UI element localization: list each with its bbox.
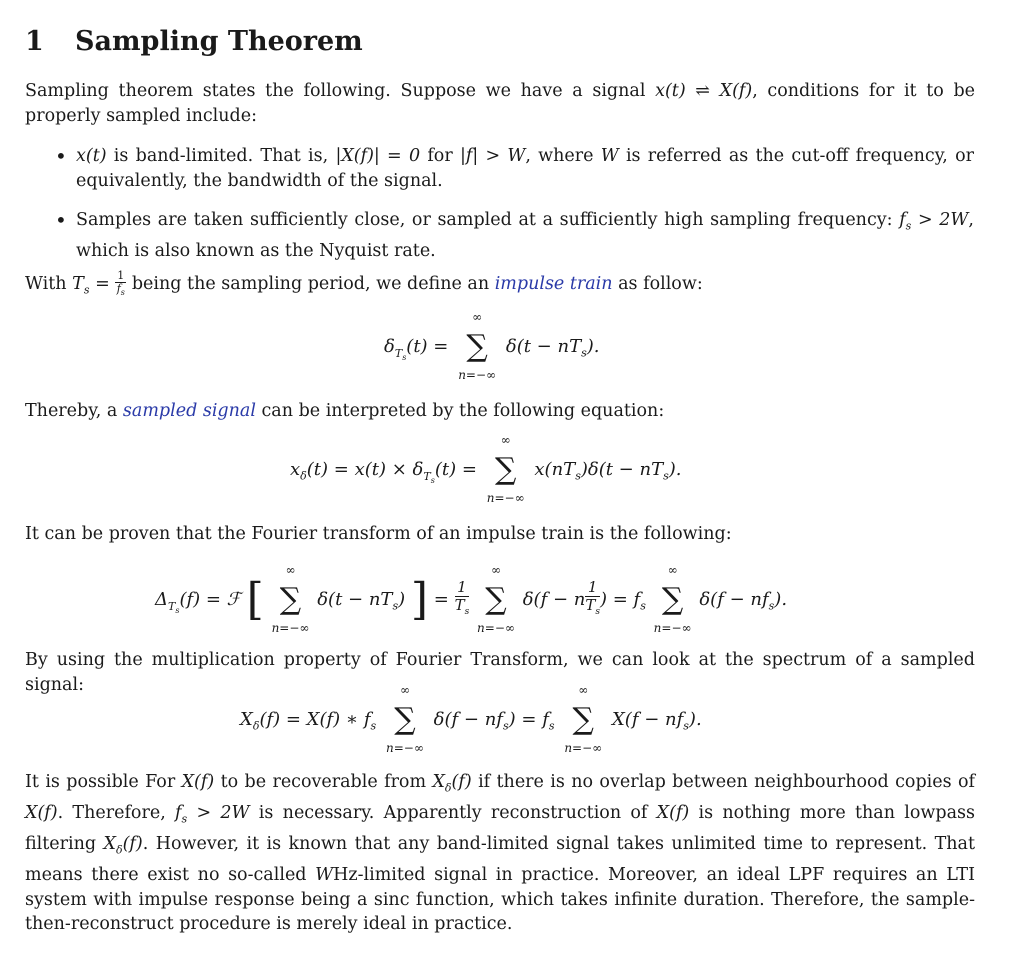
- concl-m6-end: (f): [122, 834, 143, 854]
- eq3-frac1-den-sub: s: [464, 607, 470, 617]
- eq1-rhs-sub: s: [581, 346, 587, 360]
- eq1-delta-subsub: s: [402, 352, 407, 362]
- term-sampled-signal: sampled signal: [122, 401, 256, 421]
- eq1-summation: [458, 310, 497, 382]
- impulse-frac-den-sub: s: [120, 288, 125, 298]
- concl-m5: X(f): [656, 803, 690, 823]
- concl-m4: f: [175, 803, 182, 823]
- sigma-icon: ∑: [485, 582, 507, 617]
- eq1-rhs-end: ).: [586, 336, 600, 357]
- eq4-X: X: [240, 709, 253, 730]
- impulse-text-1: With: [25, 274, 73, 295]
- bullet1-math-cond: |f| > W: [459, 146, 526, 166]
- fourier-paragraph: It can be proven that the Fourier transform of an impulse train is the following:: [25, 524, 732, 544]
- eq4-summation-2: [564, 683, 603, 755]
- eq1-lhs-arg: (t) =: [406, 336, 449, 357]
- bullet2-text-1: Samples are taken sufficiently close, or sampled at a sufficiently high sampling frequency:: [76, 210, 900, 230]
- eq3-mid-end-sub: s: [640, 599, 646, 613]
- impulse-text-3: as follow:: [612, 274, 703, 295]
- sigma-icon: ∑: [394, 702, 416, 737]
- intro-text-2: , conditions for it to be properly sampled include:: [25, 81, 975, 126]
- eq1-rhs: δ(t − nT: [505, 336, 582, 357]
- eq3-bracket-open: [: [246, 574, 264, 625]
- eq4-X-sub: δ: [252, 719, 260, 733]
- concl-m1: X(f): [181, 772, 215, 792]
- eq1-delta-sub-T: T: [394, 346, 403, 360]
- equation-impulse-train: [384, 310, 600, 382]
- impulse-frac-den-f: f: [116, 282, 121, 295]
- eq3-frac1-num: 1: [455, 579, 470, 597]
- bullet1-text-2: for: [420, 146, 460, 166]
- impulse-eq-sign: =: [89, 274, 116, 295]
- eq1-delta: δ: [384, 336, 395, 357]
- eq3-fraction-2: [585, 579, 600, 621]
- eq2-rhs-2: )δ(t − nT: [580, 459, 664, 480]
- eq3-inner: δ(t − nT: [317, 589, 393, 610]
- eq3-frac2-den-sub: s: [595, 607, 600, 617]
- concl-t7: . However, it is known that any band-limited signal takes unlimited time to represent. That means there exist no so-called: [25, 834, 975, 885]
- eq2-rhs-end: ).: [668, 459, 682, 480]
- bullet2-text-2: , which is also known as the Nyquist rate.: [76, 210, 974, 261]
- eq3-summation-3: [653, 563, 692, 635]
- multiplication-paragraph: By using the multiplication property of Fourier Transform, we can look at the spectrum of a sampled signal:: [25, 650, 975, 695]
- term-impulse-train: impulse train: [494, 274, 613, 295]
- eq4-sum1-upper: ∞: [399, 683, 410, 697]
- eq4-summation-1: [386, 683, 424, 755]
- eq3-inner-end: ): [398, 589, 406, 610]
- eq2-mid-subsub: s: [430, 475, 435, 485]
- eq3-equals: =: [433, 589, 449, 610]
- intro-math-signal-pair: x(t) ⇌ X(f): [655, 81, 753, 101]
- eq3-lhs-rest: (f) = ℱ: [179, 589, 241, 610]
- sigma-icon: ∑: [661, 582, 684, 617]
- equation-sampled-signal: [290, 433, 682, 505]
- sigma-icon: ∑: [466, 329, 488, 364]
- impulse-frac-den: [115, 283, 126, 299]
- sigma-icon: ∑: [279, 582, 302, 617]
- equation-sampled-spectrum: [240, 683, 702, 755]
- concl-t6: is nothing more than lowpass filtering: [25, 803, 975, 854]
- impulse-frac-num: 1: [117, 269, 125, 282]
- eq2-x: x: [290, 459, 301, 480]
- eq2-sum-upper: ∞: [500, 433, 511, 447]
- concl-t4: . Therefore,: [57, 803, 176, 823]
- impulse-paragraph: [25, 270, 975, 303]
- bullet2-math-2w: > 2W: [911, 210, 969, 230]
- sigma-icon: ∑: [494, 452, 517, 487]
- eq4-lhs-rest-sub: s: [370, 719, 377, 733]
- eq2-sum-lower: n=−∞: [486, 491, 525, 505]
- eq3-frac1-den-T: T: [454, 596, 465, 614]
- eq3-sum1-lower: n=−∞: [271, 621, 310, 635]
- impulse-text-2: being the sampling period, we define an: [126, 274, 495, 295]
- concl-t2: to be recoverable from: [214, 772, 433, 792]
- concl-m7: W: [315, 865, 334, 885]
- eq1-delta-sub: [395, 347, 406, 360]
- sampled-text-2: can be interpreted by the following equation:: [255, 401, 665, 421]
- concl-t5: is necessary. Apparently reconstruction of: [249, 803, 657, 823]
- concl-m2: X: [432, 772, 445, 792]
- eq2-mid-rest: (t) =: [434, 459, 477, 480]
- bullet1-text-4: is referred as the cut-off frequency, or equivalently, the bandwidth of the signal.: [76, 146, 974, 191]
- eq2-rhs-2-sub: s: [663, 469, 669, 483]
- section-title: Sampling Theorem: [75, 26, 363, 57]
- bullet-item-2: [76, 208, 974, 264]
- eq4-last: X(f − nf: [611, 709, 684, 730]
- bullet-marker-2: •: [55, 208, 67, 232]
- eq3-last-sub: s: [768, 599, 775, 613]
- concl-t3: if there is no overlap between neighbourhood copies of: [471, 772, 975, 792]
- eq3-fraction-1: [455, 579, 470, 621]
- bullet-item-1: [76, 144, 974, 193]
- eq3-frac2-den-T: T: [585, 596, 596, 614]
- eq4-last-end: ).: [688, 709, 702, 730]
- eq2-summation: [486, 433, 525, 505]
- eq4-sum1-lower: n=−∞: [386, 741, 424, 755]
- concl-m2-end: (f): [451, 772, 472, 792]
- eq2-mid-sub: [423, 470, 434, 483]
- eq3-sum3-lower: n=−∞: [653, 621, 692, 635]
- intro-text-1: Sampling theorem states the following. Suppose we have a signal: [25, 81, 656, 101]
- eq4-mid: δ(f − nf: [433, 709, 503, 730]
- eq2-rhs-1: x(nT: [534, 459, 576, 480]
- section-number: 1: [25, 26, 44, 57]
- sampled-text-1: Thereby, a: [25, 401, 123, 421]
- eq2-lhs-rest: (t) = x(t) × δ: [306, 459, 424, 480]
- eq3-mid-end: ) = f: [599, 589, 641, 610]
- eq2-rhs-1-sub: s: [575, 469, 581, 483]
- concl-m2-sub: δ: [444, 781, 452, 795]
- eq3-mid: δ(f − n: [522, 589, 586, 610]
- concl-m3: X(f): [25, 803, 58, 823]
- eq4-mid-end: ) = f: [508, 709, 549, 730]
- eq4-sum2-lower: n=−∞: [564, 741, 603, 755]
- bullet1-text-3: , where: [525, 146, 601, 166]
- eq4-mid-sub: s: [502, 719, 509, 733]
- section-heading: [25, 26, 363, 57]
- bullet1-math-zero: |X(f)| = 0: [335, 146, 421, 166]
- bullet1-text-1: is band-limited. That is,: [106, 146, 336, 166]
- eq3-summation-2: [477, 563, 515, 635]
- concl-m4-end: > 2W: [187, 803, 250, 823]
- equation-fourier-impulse-train: [155, 563, 788, 635]
- eq3-Delta-subsub: s: [175, 605, 180, 615]
- concl-t1: It is possible For: [25, 772, 182, 792]
- concl-m6: X: [103, 834, 116, 854]
- intro-paragraph: [25, 79, 975, 128]
- eq2-x-sub: δ: [300, 469, 307, 483]
- eq3-bracket-close: ]: [410, 574, 429, 625]
- bullet2-math-f-sub: s: [905, 219, 912, 233]
- eq3-sum2-lower: n=−∞: [477, 621, 515, 635]
- sigma-icon: ∑: [572, 702, 594, 737]
- eq4-last-sub: s: [683, 719, 689, 733]
- sampled-paragraph: [25, 399, 975, 424]
- eq4-sum2-upper: ∞: [578, 683, 589, 697]
- eq3-sum3-upper: ∞: [667, 563, 678, 577]
- impulse-math-T: T: [72, 274, 84, 295]
- eq4-mid-end-sub: s: [548, 719, 555, 733]
- bullet1-math-w: W: [600, 146, 619, 166]
- concl-m6-sub: δ: [115, 843, 123, 857]
- eq1-sum-lower: n=−∞: [458, 368, 497, 382]
- eq4-lhs-rest: (f) = X(f) ∗ f: [259, 709, 371, 730]
- eq3-last: δ(f − nf: [699, 589, 769, 610]
- eq3-summation-1: [271, 563, 310, 635]
- bullet2-math-f: f: [899, 210, 906, 230]
- impulse-math-T-sub: s: [83, 283, 90, 297]
- eq3-Delta-sub-T: T: [168, 599, 176, 613]
- eq3-sum1-upper: ∞: [285, 563, 296, 577]
- eq1-sum-upper: ∞: [472, 310, 483, 324]
- eq3-frac1-den: [455, 597, 470, 621]
- eq3-last-end: ).: [774, 589, 788, 610]
- concl-t8: Hz-limited signal in practice. Moreover, an ideal LPF requires an LTI system with impulse response being a sinc function, which takes infinite duration. Therefore, the sample-then-reconstruct procedure is merely ideal in practice.: [25, 865, 976, 934]
- eq3-frac2-num: 1: [585, 579, 600, 597]
- impulse-fraction: [115, 270, 126, 299]
- bullet-marker-1: •: [55, 144, 67, 168]
- eq3-Delta-sub: [168, 600, 179, 613]
- eq3-Delta: Δ: [155, 589, 168, 610]
- eq3-frac2-den: [585, 597, 600, 621]
- conclusion-paragraph: [25, 770, 975, 937]
- bullet1-math-xt: x(t): [76, 146, 107, 166]
- concl-m4-sub: s: [181, 812, 188, 826]
- eq3-inner-sub: s: [392, 599, 399, 613]
- eq2-mid-sub-T: T: [423, 469, 431, 483]
- eq3-sum2-upper: ∞: [490, 563, 501, 577]
